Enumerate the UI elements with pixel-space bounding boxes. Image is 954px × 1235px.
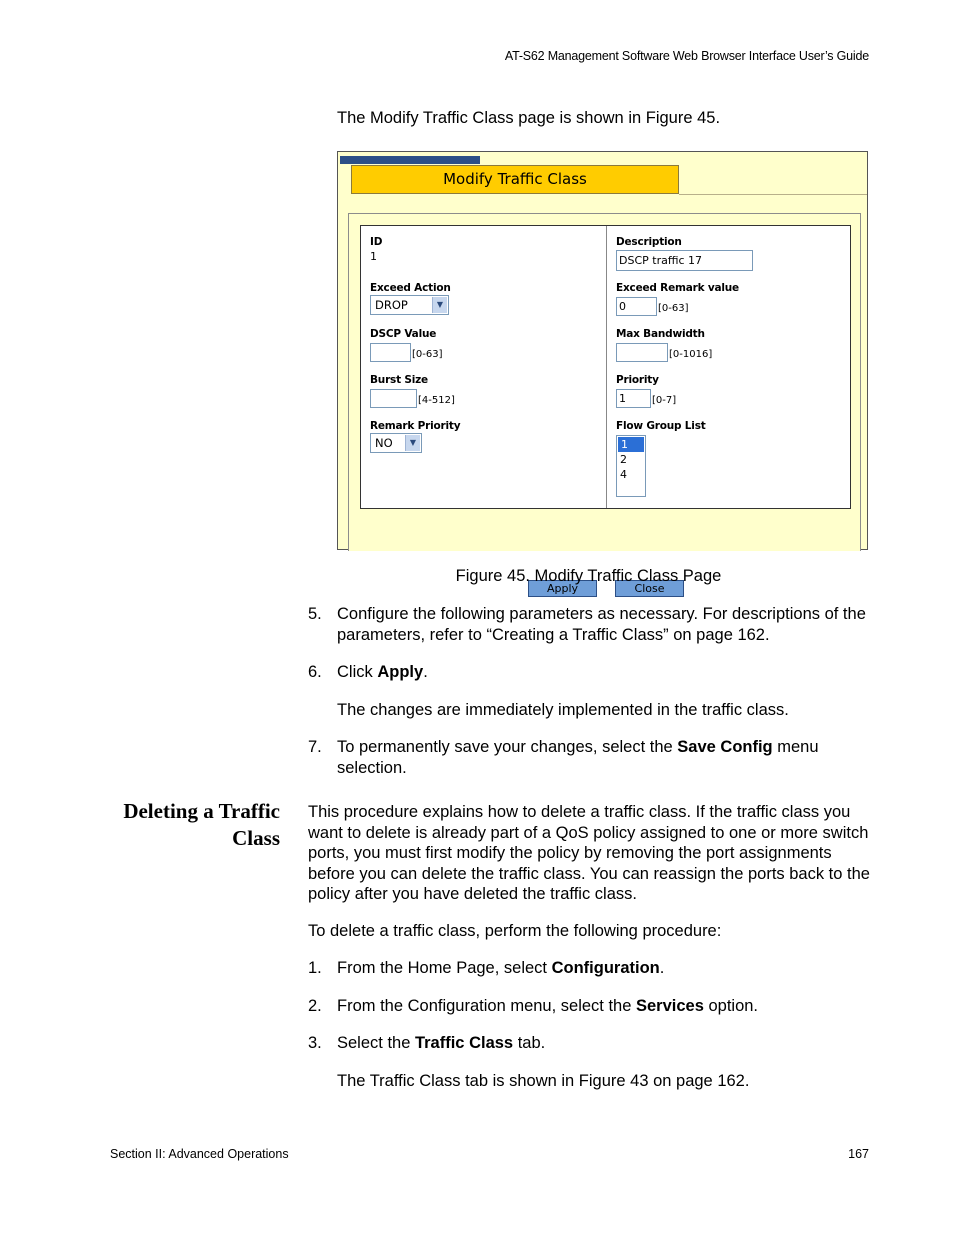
step-text: To permanently save your changes, select the Save Config menu selection. — [337, 738, 819, 777]
description-label: Description — [616, 236, 682, 248]
step-number: 1. — [308, 959, 322, 977]
exceed-remark-input[interactable]: 0 — [616, 297, 657, 316]
dscp-value-label: DSCP Value — [370, 328, 437, 340]
max-bandwidth-label: Max Bandwidth — [616, 328, 705, 340]
step-number: 7. — [308, 738, 322, 756]
priority-label: Priority — [616, 374, 659, 386]
close-button[interactable]: Close — [615, 580, 684, 597]
step-number: 3. — [308, 1034, 322, 1052]
apply-button[interactable]: Apply — [528, 580, 597, 597]
remark-priority-select[interactable] — [370, 433, 422, 453]
burst-size-label: Burst Size — [370, 374, 428, 386]
flow-group-list-label: Flow Group List — [616, 420, 706, 432]
intro-text: The Modify Traffic Class page is shown in Figure 45. — [337, 109, 721, 127]
dscp-value-input[interactable] — [370, 343, 411, 362]
step-text: Configure the following parameters as necessary. For descriptions of the parameters, refer to “Creating a Traffic Class” on page 162. — [337, 605, 866, 644]
max-bandwidth-input[interactable] — [616, 343, 668, 362]
chevron-down-icon[interactable]: ▼ — [405, 435, 420, 451]
priority-hint: [0-7] — [652, 395, 677, 406]
remark-priority-value: NO — [375, 436, 393, 450]
step-text: From the Configuration menu, select the Services option. — [337, 997, 759, 1015]
figure-form-grid — [360, 225, 851, 509]
priority-input[interactable]: 1 — [616, 389, 651, 408]
running-header: AT-S62 Management Software Web Browser Interface User’s Guide — [504, 49, 869, 63]
flow-group-option[interactable]: 1 — [618, 437, 644, 452]
step-text: From the Home Page, select Configuration. — [337, 959, 665, 977]
figure-title-rule — [679, 194, 867, 195]
dscp-value-hint: [0-63] — [412, 349, 443, 360]
exceed-remark-label: Exceed Remark value — [616, 282, 739, 294]
section-heading: Deleting a Traffic Class — [123, 799, 280, 850]
step-note: The changes are immediately implemented in the traffic class. — [337, 701, 789, 719]
burst-size-input[interactable] — [370, 389, 417, 408]
step-number: 2. — [308, 997, 322, 1015]
chevron-down-icon[interactable]: ▼ — [432, 297, 447, 313]
remark-priority-label: Remark Priority — [370, 420, 461, 432]
step-number: 5. — [308, 605, 322, 623]
page-number: 167 — [848, 1147, 869, 1161]
exceed-action-value: DROP — [375, 298, 408, 312]
section-paragraph: This procedure explains how to delete a traffic class. If the traffic class you want to delete is already part of a QoS policy assigned to one or more switch ports, you must first modify the policy by removing the port assignments before you can delete the traffic class. You can reassign the ports back to the policy after you have deleted the traffic class. — [308, 803, 870, 903]
step-text: Click Apply. — [337, 663, 428, 681]
exceed-action-select[interactable] — [370, 295, 449, 315]
step-number: 6. — [308, 663, 322, 681]
burst-size-hint: [4-512] — [418, 395, 455, 406]
exceed-remark-hint: [0-63] — [658, 303, 689, 314]
flow-group-option[interactable]: 2 — [620, 453, 627, 466]
exceed-action-label: Exceed Action — [370, 282, 451, 294]
description-input[interactable]: DSCP traffic 17 — [616, 250, 753, 271]
figure-title: Modify Traffic Class — [351, 165, 679, 194]
flow-group-option[interactable]: 4 — [620, 468, 627, 481]
step-text: Select the Traffic Class tab. — [337, 1034, 546, 1052]
id-value: 1 — [370, 250, 377, 263]
figure-tab-stub — [340, 156, 480, 164]
footer-section: Section II: Advanced Operations — [110, 1147, 289, 1161]
column-divider — [606, 226, 607, 508]
flow-group-listbox[interactable] — [616, 435, 646, 497]
step-note: The Traffic Class tab is shown in Figure 43 on page 162. — [337, 1072, 750, 1090]
figure-caption: Figure 45. Modify Traffic Class Page — [455, 567, 722, 585]
section-paragraph: To delete a traffic class, perform the following procedure: — [308, 922, 722, 940]
id-label: ID — [370, 236, 383, 248]
max-bandwidth-hint: [0-1016] — [669, 349, 713, 360]
